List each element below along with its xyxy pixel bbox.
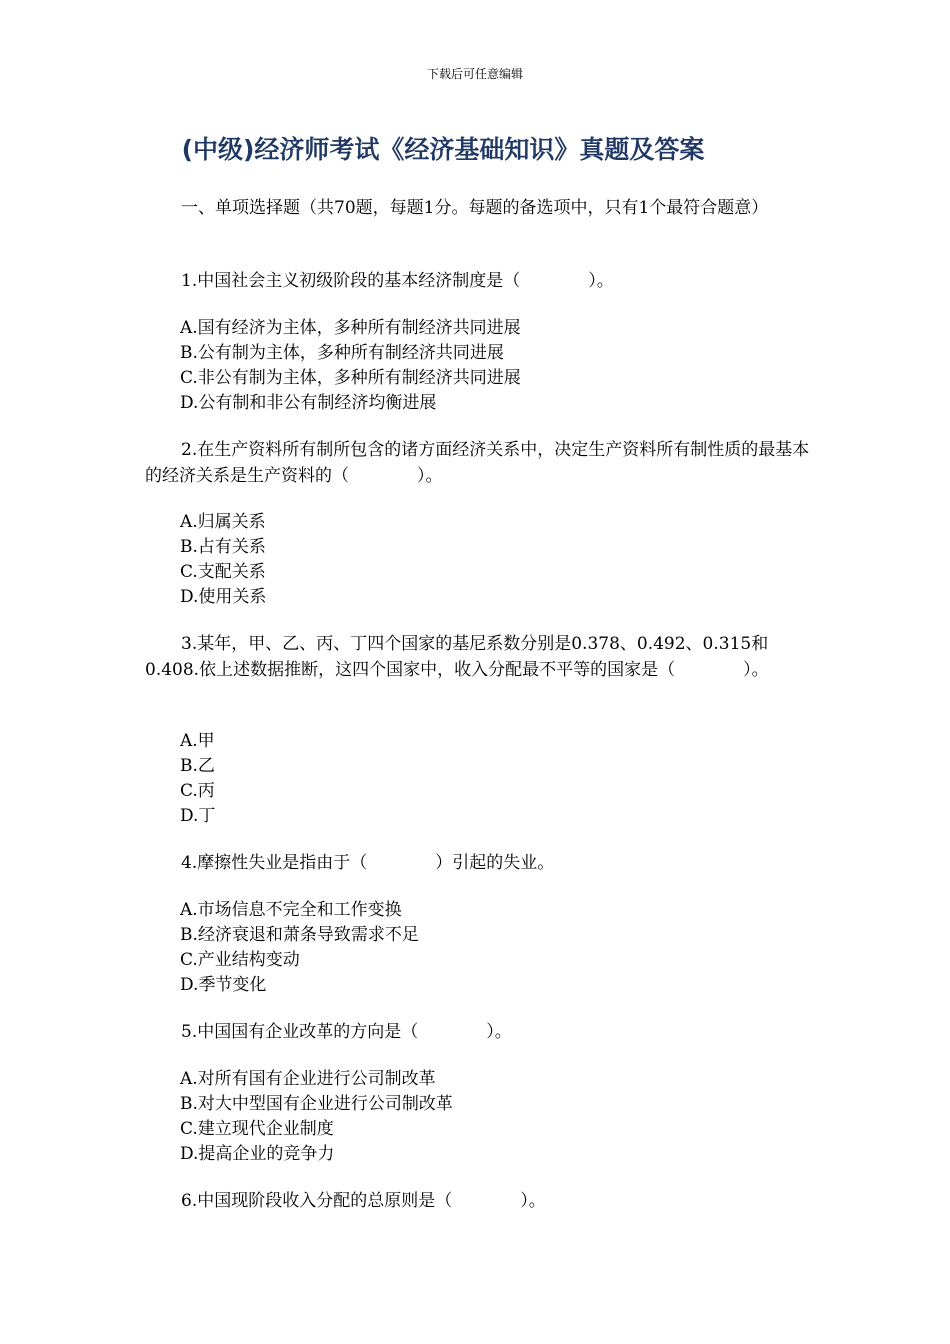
question-1-options [180, 316, 780, 416]
question-2-options [180, 510, 780, 610]
question-4-options [180, 898, 780, 998]
option-c: C.产业结构变动 [180, 950, 300, 970]
option-a: A.对所有国有企业进行公司制改革 [180, 1069, 436, 1089]
option-c: C.非公有制为主体，多种所有制经济共同进展 [180, 368, 521, 388]
header-note: 下载后可任意编辑 [426, 67, 523, 81]
question-2: 2.在生产资料所有制所包含的诸方面经济关系中，决定生产资料所有制性质的最基本的经济关系是生产资料的（ ）。 [145, 440, 810, 486]
option-d: D.提高企业的竞争力 [180, 1144, 335, 1164]
question-3-options [180, 729, 780, 829]
page-title: (中级)经济师考试《经济基础知识》真题及答案 [181, 135, 705, 164]
option-d: D.丁 [180, 806, 216, 826]
option-c: C.建立现代企业制度 [180, 1119, 334, 1139]
question-3: 3.某年，甲、乙、丙、丁四个国家的基尼系数分别是0.378、0.492、0.315和0.408.依上述数据推断，这四个国家中，收入分配最不平等的国家是（ ）。 [145, 634, 769, 680]
option-c: C.支配关系 [180, 562, 266, 582]
question-5: 5.中国国有企业改革的方向是（ ）。 [181, 1022, 512, 1042]
option-b: B.对大中型国有企业进行公司制改革 [180, 1094, 453, 1114]
question-4: 4.摩擦性失业是指由于（ ）引起的失业。 [181, 853, 555, 873]
option-c: C.丙 [180, 781, 215, 801]
option-a: A.归属关系 [180, 512, 266, 532]
option-a: A.甲 [180, 731, 215, 751]
option-d: D.使用关系 [180, 587, 267, 607]
question-6: 6.中国现阶段收入分配的总原则是（ ）。 [181, 1191, 546, 1211]
option-b: B.公有制为主体，多种所有制经济共同进展 [180, 343, 504, 363]
option-d: D.公有制和非公有制经济均衡进展 [180, 393, 437, 413]
option-b: B.乙 [180, 756, 215, 776]
option-d: D.季节变化 [180, 975, 267, 995]
question-1: 1.中国社会主义初级阶段的基本经济制度是（ ）。 [181, 271, 614, 291]
option-b: B.占有关系 [180, 537, 266, 557]
question-5-options [180, 1067, 780, 1167]
option-b: B.经济衰退和萧条导致需求不足 [180, 925, 419, 945]
option-a: A.市场信息不完全和工作变换 [180, 900, 402, 920]
section-heading: 一、单项选择题（共70题，每题1分。每题的备选项中，只有1个最符合题意） [181, 198, 769, 218]
option-a: A.国有经济为主体，多种所有制经济共同进展 [180, 318, 521, 338]
